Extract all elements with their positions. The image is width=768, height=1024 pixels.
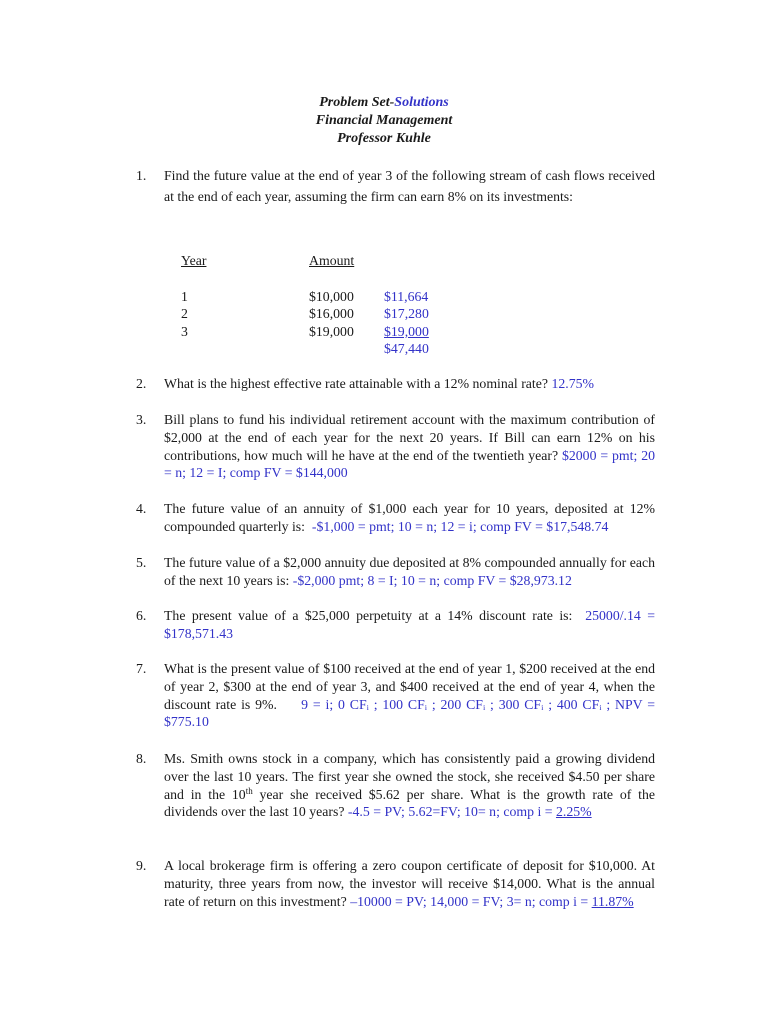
question-text: Bill plans to fund his individual retirement account with the maximum contribution of $2,000 at the end of each year for the next 20 years. If Bill can earn 12% on his contributions, how much will he have at the end of the twentieth year?: [164, 412, 655, 463]
problem-text: [164, 660, 655, 731]
ordinal-superscript: th: [245, 785, 253, 796]
problem-number: 4.: [136, 501, 147, 516]
answer-result: 11.87%: [591, 893, 634, 909]
amount-cell: $19,000: [309, 323, 354, 339]
answer-text: 25000/.14 = $178,571.43: [164, 608, 655, 641]
problem-number: 5.: [136, 555, 147, 570]
course-name: Financial Management: [315, 113, 453, 128]
year-cell: 1: [181, 288, 188, 304]
problem-number: 2.: [136, 376, 147, 391]
answer-text: 9 = i; 0 CFᵢ ; 100 CFᵢ ; 200 CFᵢ ; 300 CFᵢ ; 400 CFᵢ ; NPV = $775.10: [164, 696, 655, 730]
question-text-part-1: Ms. Smith owns stock in a company, which has consistently paid a growing dividend over the last 10 years. The first year she owned the stock, she received $4.50 per share and in the 10: [164, 751, 655, 802]
problem-text: Find the future value at the end of year 3 of the following stream of cash flows received at the end of each year, assuming the firm can earn 8% on its investments:: [164, 168, 655, 204]
answer-text: -4.5 = PV; 5.62=FV; 10= n; comp i =: [347, 804, 553, 820]
problem-text: [164, 500, 655, 536]
answer-result: 2.25%: [555, 804, 592, 820]
question-text: The future value of an annuity of $1,000 each year for 10 years, deposited at 12% compounded quarterly is:: [164, 501, 655, 534]
future-value-cell: $17,280: [384, 306, 429, 322]
answer-text: -$2,000 pmt; 8 = I; 10 = n; comp FV = $28,973.12: [292, 572, 572, 588]
amount-cell: $10,000: [309, 288, 354, 304]
problem-number: 6.: [136, 608, 147, 623]
question-text: The future value of a $2,000 annuity due deposited at 8% compounded annually for each of the next 10 years is:: [164, 555, 655, 588]
answer-text: -$1,000 = pmt; 10 = n; 12 = i; comp FV = $17,548.74: [311, 518, 609, 534]
question-text: What is the highest effective rate attainable with a 12% nominal rate?: [164, 376, 548, 391]
amount-header: Amount: [309, 253, 355, 268]
problem-text: [164, 750, 655, 821]
question-text: The present value of a $25,000 perpetuity at a 14% discount rate is:: [164, 608, 573, 623]
problem-text: [164, 607, 655, 643]
question-text: A local brokerage firm is offering a zero coupon certificate of deposit for $10,000. At maturity, three years from now, the investor will receive $14,000. What is the annual rate of return on this investment?: [164, 858, 655, 909]
page-title: [0, 94, 768, 112]
problem-text: [164, 857, 655, 910]
total-value: $47,440: [384, 341, 429, 357]
problem-text: [164, 375, 655, 393]
title-prefix: Problem Set-: [319, 95, 395, 110]
problem-number: 9.: [136, 858, 147, 873]
problem-text: [164, 554, 655, 590]
answer-text: 12.75%: [551, 376, 594, 391]
future-value-cell: $11,664: [384, 288, 429, 304]
year-cell: 2: [181, 306, 188, 322]
answer-text: $2000 = pmt; 20 = n; 12 = I; comp FV = $144,000: [164, 447, 655, 481]
problem-number: 8.: [136, 751, 147, 766]
title-suffix: Solutions: [394, 95, 449, 110]
year-header: Year: [181, 253, 207, 268]
problem-number: 1.: [136, 168, 147, 183]
amount-cell: $16,000: [309, 306, 354, 322]
title-block: [0, 94, 768, 148]
future-value-cell: $19,000: [384, 323, 429, 339]
problem-text: [164, 411, 655, 482]
professor-name: Professor Kuhle: [337, 131, 431, 146]
question-text: What is the present value of $100 received at the end of year 1, $200 received at the end of year 2, $300 at the end of year 3, and $400 received at the end of year 4, when the discount rate is 9%.: [164, 661, 655, 712]
year-cell: 3: [181, 323, 188, 339]
answer-text: –10000 = PV; 14,000 = FV; 3= n; comp i =: [350, 893, 589, 909]
question-text-part-2: year she received $5.62 per share. What is the growth rate of the dividends over the last 10 years?: [164, 786, 655, 820]
problem-number: 7.: [136, 661, 147, 676]
problem-number: 3.: [136, 412, 147, 427]
